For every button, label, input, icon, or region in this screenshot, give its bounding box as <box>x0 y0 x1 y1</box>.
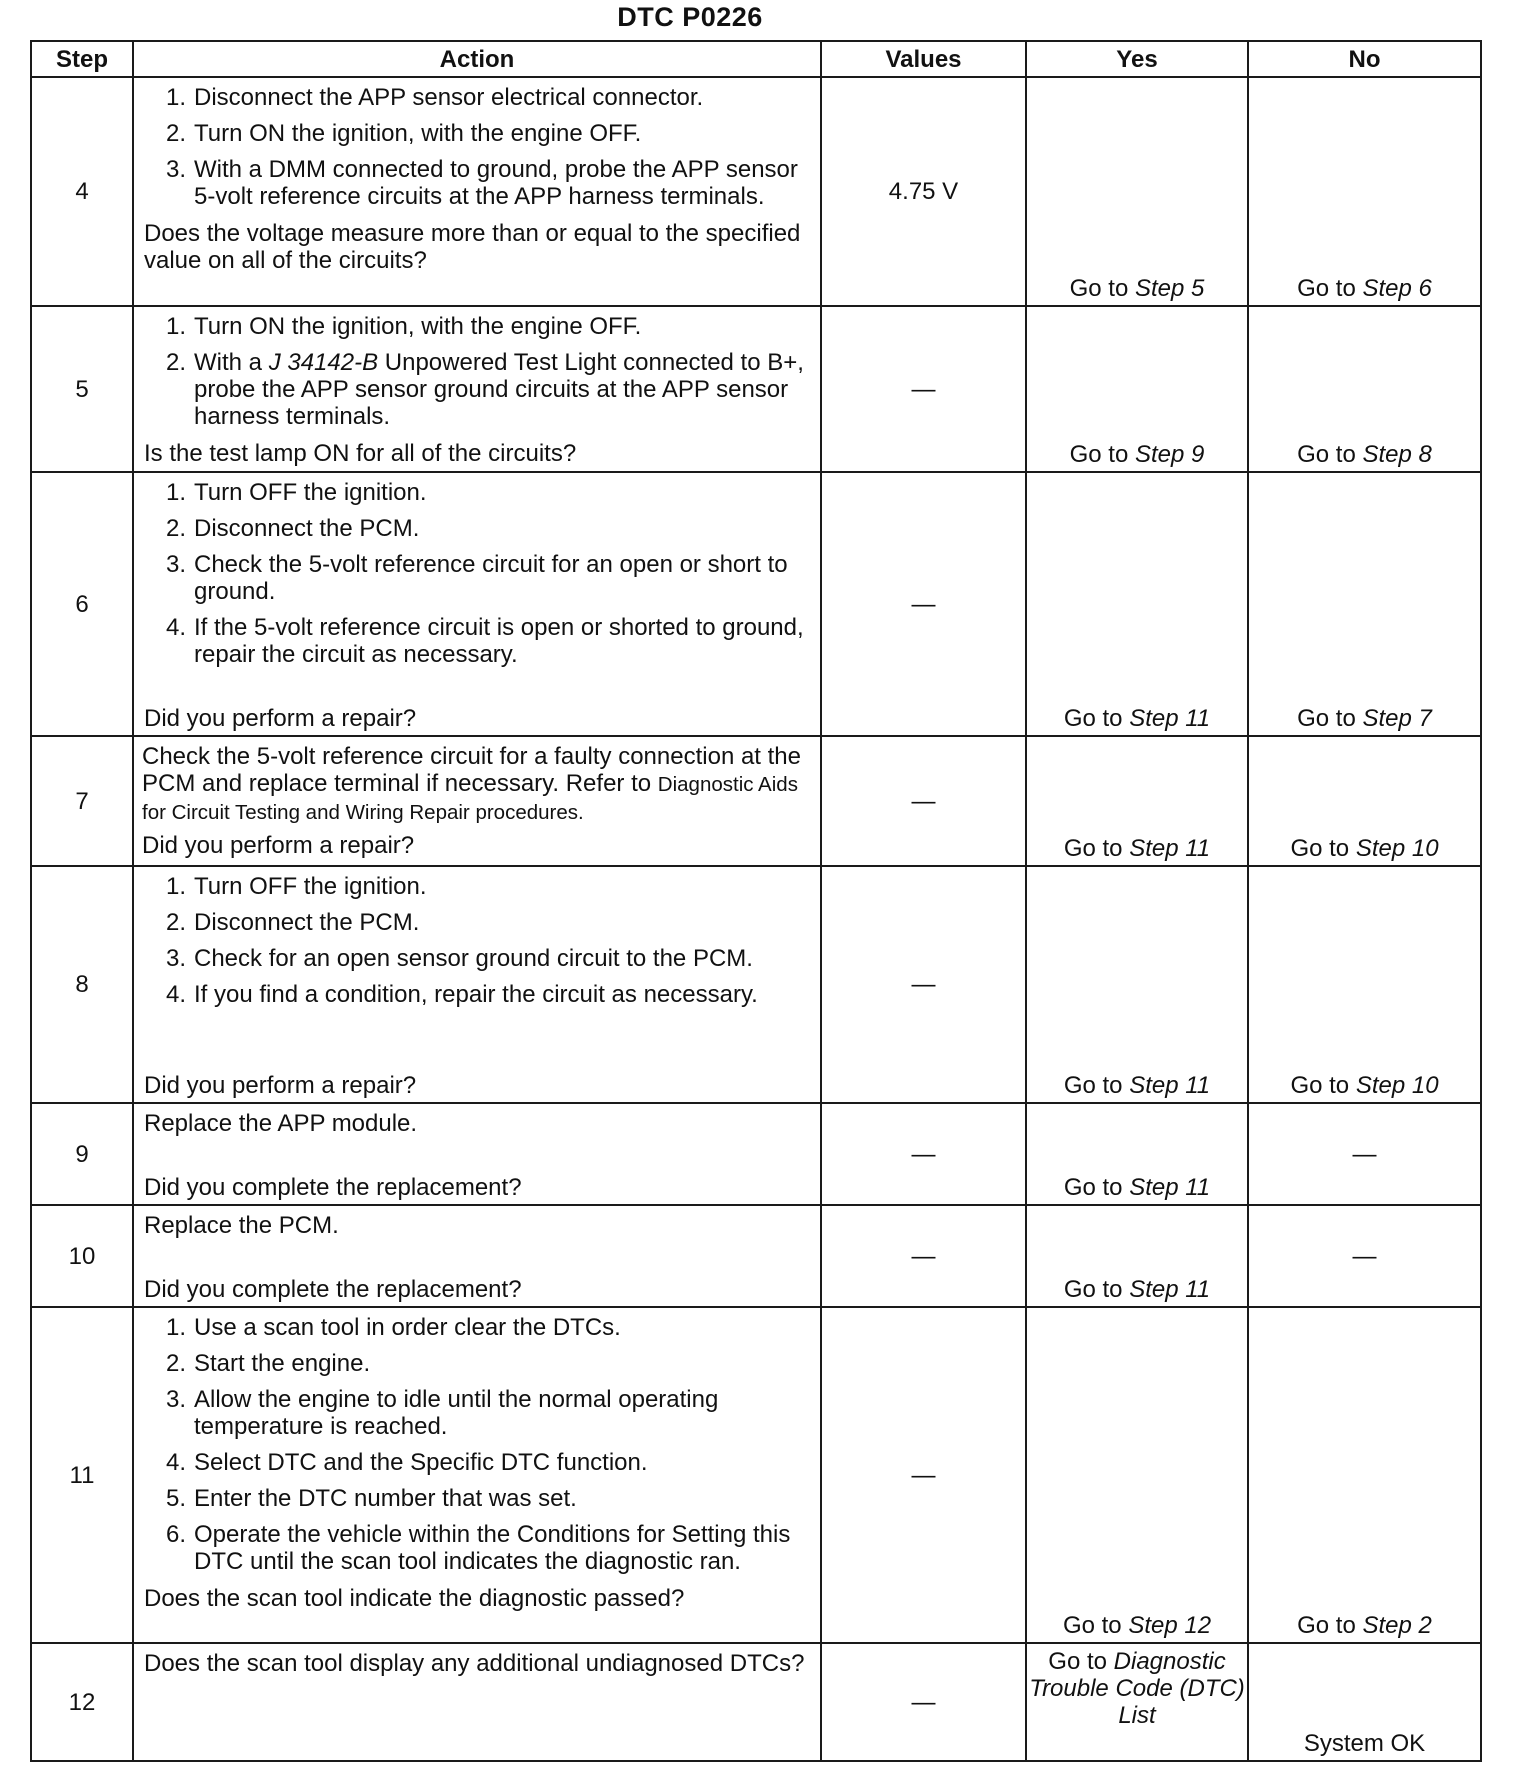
no-cell: Go to Step 10 <box>1248 866 1481 1103</box>
action-cell <box>133 1205 821 1307</box>
action-question: Did you complete the replacement? <box>144 1276 522 1303</box>
header-values: Values <box>821 41 1026 77</box>
header-no: No <box>1248 41 1481 77</box>
values-cell: — <box>821 1103 1026 1205</box>
action-cell <box>133 1307 821 1643</box>
list-item: 3. Check the 5-volt reference circuit for an open or short to ground. <box>165 551 788 605</box>
step-number: 6 <box>31 472 133 736</box>
values-cell: 4.75 V <box>821 77 1026 306</box>
table-header-row <box>31 41 1481 77</box>
step-number: 9 <box>31 1103 133 1205</box>
action-question: Did you perform a repair? <box>142 832 415 859</box>
action-cell <box>133 1103 821 1205</box>
step-reference-link[interactable]: Step 11 <box>1129 1072 1211 1099</box>
dtc-diagnostic-table <box>30 40 1482 1762</box>
step-number: 11 <box>31 1307 133 1643</box>
yes-cell: Go to Step 11 <box>1026 736 1248 866</box>
no-cell: Go to Step 6 <box>1248 77 1481 306</box>
list-item: 1. Turn OFF the ignition. <box>165 873 427 900</box>
step-reference-link[interactable]: Step 11 <box>1129 1276 1211 1303</box>
table-row-step-11 <box>31 1307 1481 1643</box>
step-reference-link[interactable]: Step 2 <box>1362 1612 1432 1639</box>
header-action: Action <box>133 41 821 77</box>
action-list <box>144 313 812 430</box>
action-question: Did you complete the replacement? <box>144 1174 522 1201</box>
action-question: Does the scan tool display any additional undiagnosed DTCs? <box>144 1650 805 1677</box>
action-list <box>144 1314 812 1575</box>
table-row-step-10 <box>31 1205 1481 1307</box>
action-list <box>144 873 812 1018</box>
step-reference-link[interactable]: Step 6 <box>1362 275 1432 302</box>
list-item: 2. With a J 34142-B Unpowered Test Light connected to B+, probe the APP sensor ground circuits at the APP sensor harness terminals. <box>165 349 804 430</box>
list-item: 1. Turn OFF the ignition. <box>165 479 427 506</box>
yes-cell: Go to Step 11 <box>1026 472 1248 736</box>
list-item: 3. Check for an open sensor ground circuit to the PCM. <box>165 945 753 972</box>
list-item: 1. Use a scan tool in order clear the DTCs. <box>165 1314 621 1341</box>
yes-cell: Go to Diagnostic Trouble Code (DTC) List <box>1026 1643 1248 1761</box>
yes-cell: Go to Step 11 <box>1026 1103 1248 1205</box>
values-cell: — <box>821 306 1026 472</box>
values-cell: — <box>821 1205 1026 1307</box>
action-cell <box>133 77 821 306</box>
yes-cell: Go to Step 9 <box>1026 306 1248 472</box>
step-number: 12 <box>31 1643 133 1761</box>
list-item: 3. With a DMM connected to ground, probe the APP sensor 5-volt reference circuits at the APP harness terminals. <box>165 156 798 210</box>
action-cell <box>133 866 821 1103</box>
action-question: Does the voltage measure more than or equal to the specified value on all of the circuits? <box>144 220 801 274</box>
list-item: 3. Allow the engine to idle until the normal operating temperature is reached. <box>165 1386 719 1440</box>
step-reference-link[interactable]: Step 10 <box>1355 1072 1439 1099</box>
action-question: Did you perform a repair? <box>144 1072 417 1099</box>
list-item: 5. Enter the DTC number that was set. <box>165 1485 577 1512</box>
step-reference-link[interactable]: Step 12 <box>1128 1612 1212 1639</box>
action-cell <box>133 1643 821 1761</box>
list-item: 4. Select DTC and the Specific DTC function. <box>165 1449 648 1476</box>
step-reference-link[interactable]: Step 11 <box>1129 1174 1211 1201</box>
step-number: 5 <box>31 306 133 472</box>
no-cell: — <box>1248 1205 1481 1307</box>
no-cell: Go to Step 10 <box>1248 736 1481 866</box>
list-item: 6. Operate the vehicle within the Conditions for Setting this DTC until the scan tool indicates the diagnostic ran. <box>165 1521 791 1575</box>
step-reference-link[interactable]: Step 10 <box>1355 835 1439 862</box>
step-number: 10 <box>31 1205 133 1307</box>
list-item: 2. Disconnect the PCM. <box>165 909 420 936</box>
step-number: 8 <box>31 866 133 1103</box>
values-cell: — <box>821 736 1026 866</box>
step-reference-link[interactable]: Step 11 <box>1129 705 1211 732</box>
step-number: 7 <box>31 736 133 866</box>
action-list <box>144 84 812 210</box>
no-cell: Go to Step 2 <box>1248 1307 1481 1643</box>
table-row-step-4 <box>31 77 1481 306</box>
action-text: Replace the PCM. <box>144 1212 339 1239</box>
action-text: Replace the APP module. <box>144 1110 418 1137</box>
header-step: Step <box>31 41 133 77</box>
step-reference-link[interactable]: Step 9 <box>1134 441 1205 468</box>
header-yes: Yes <box>1026 41 1248 77</box>
action-cell <box>133 472 821 736</box>
action-question: Did you perform a repair? <box>144 705 417 732</box>
step-reference-link[interactable]: Step 8 <box>1362 441 1432 468</box>
step-number: 4 <box>31 77 133 306</box>
yes-cell: Go to Step 5 <box>1026 77 1248 306</box>
step-reference-link[interactable]: Step 11 <box>1129 835 1211 862</box>
yes-cell: Go to Step 11 <box>1026 1205 1248 1307</box>
values-cell: — <box>821 472 1026 736</box>
yes-cell: Go to Step 12 <box>1026 1307 1248 1643</box>
values-cell: — <box>821 1643 1026 1761</box>
table-row-step-9 <box>31 1103 1481 1205</box>
list-item: 1. Disconnect the APP sensor electrical connector. <box>165 84 704 111</box>
action-text: Check the 5-volt reference circuit for a faulty connection at the PCM and replace terminal if necessary. Refer to Diagnostic Aids for Circuit Testing and Wiring Repair procedures. <box>142 743 802 824</box>
values-cell: — <box>821 1307 1026 1643</box>
step-reference-link[interactable]: Step 5 <box>1134 275 1205 302</box>
reference-text: Diagnostic Aids for Circuit Testing and Wiring Repair procedures. <box>142 773 798 824</box>
action-cell <box>133 736 821 866</box>
list-item: 4. If the 5-volt reference circuit is open or shorted to ground, repair the circuit as necessary. <box>165 614 804 668</box>
action-list <box>144 479 812 678</box>
table-row-step-7 <box>31 736 1481 866</box>
values-cell: — <box>821 866 1026 1103</box>
table-row-step-5 <box>31 306 1481 472</box>
list-item: 2. Disconnect the PCM. <box>165 515 420 542</box>
no-cell: — <box>1248 1103 1481 1205</box>
action-question: Is the test lamp ON for all of the circuits? <box>144 440 577 467</box>
no-cell: Go to Step 8 <box>1248 306 1481 472</box>
action-question: Does the scan tool indicate the diagnostic passed? <box>144 1585 685 1612</box>
action-cell <box>133 306 821 472</box>
table-row-step-6 <box>31 472 1481 736</box>
list-item: 2. Start the engine. <box>165 1350 371 1377</box>
table-row-step-8 <box>31 866 1481 1103</box>
list-item: 4. If you find a condition, repair the circuit as necessary. <box>165 981 758 1008</box>
no-cell: Go to Step 7 <box>1248 472 1481 736</box>
dtc-list-link[interactable]: Diagnostic Trouble Code (DTC) List <box>1029 1648 1245 1729</box>
page-title: DTC P0226 <box>617 2 763 32</box>
list-item: 1. Turn ON the ignition, with the engine OFF. <box>165 313 642 340</box>
table-row-step-12 <box>31 1643 1481 1761</box>
list-item: 2. Turn ON the ignition, with the engine OFF. <box>165 120 642 147</box>
no-cell: System OK <box>1248 1643 1481 1761</box>
step-reference-link[interactable]: Step 7 <box>1362 705 1432 732</box>
yes-cell: Go to Step 11 <box>1026 866 1248 1103</box>
tool-reference: J 34142-B <box>268 349 379 376</box>
